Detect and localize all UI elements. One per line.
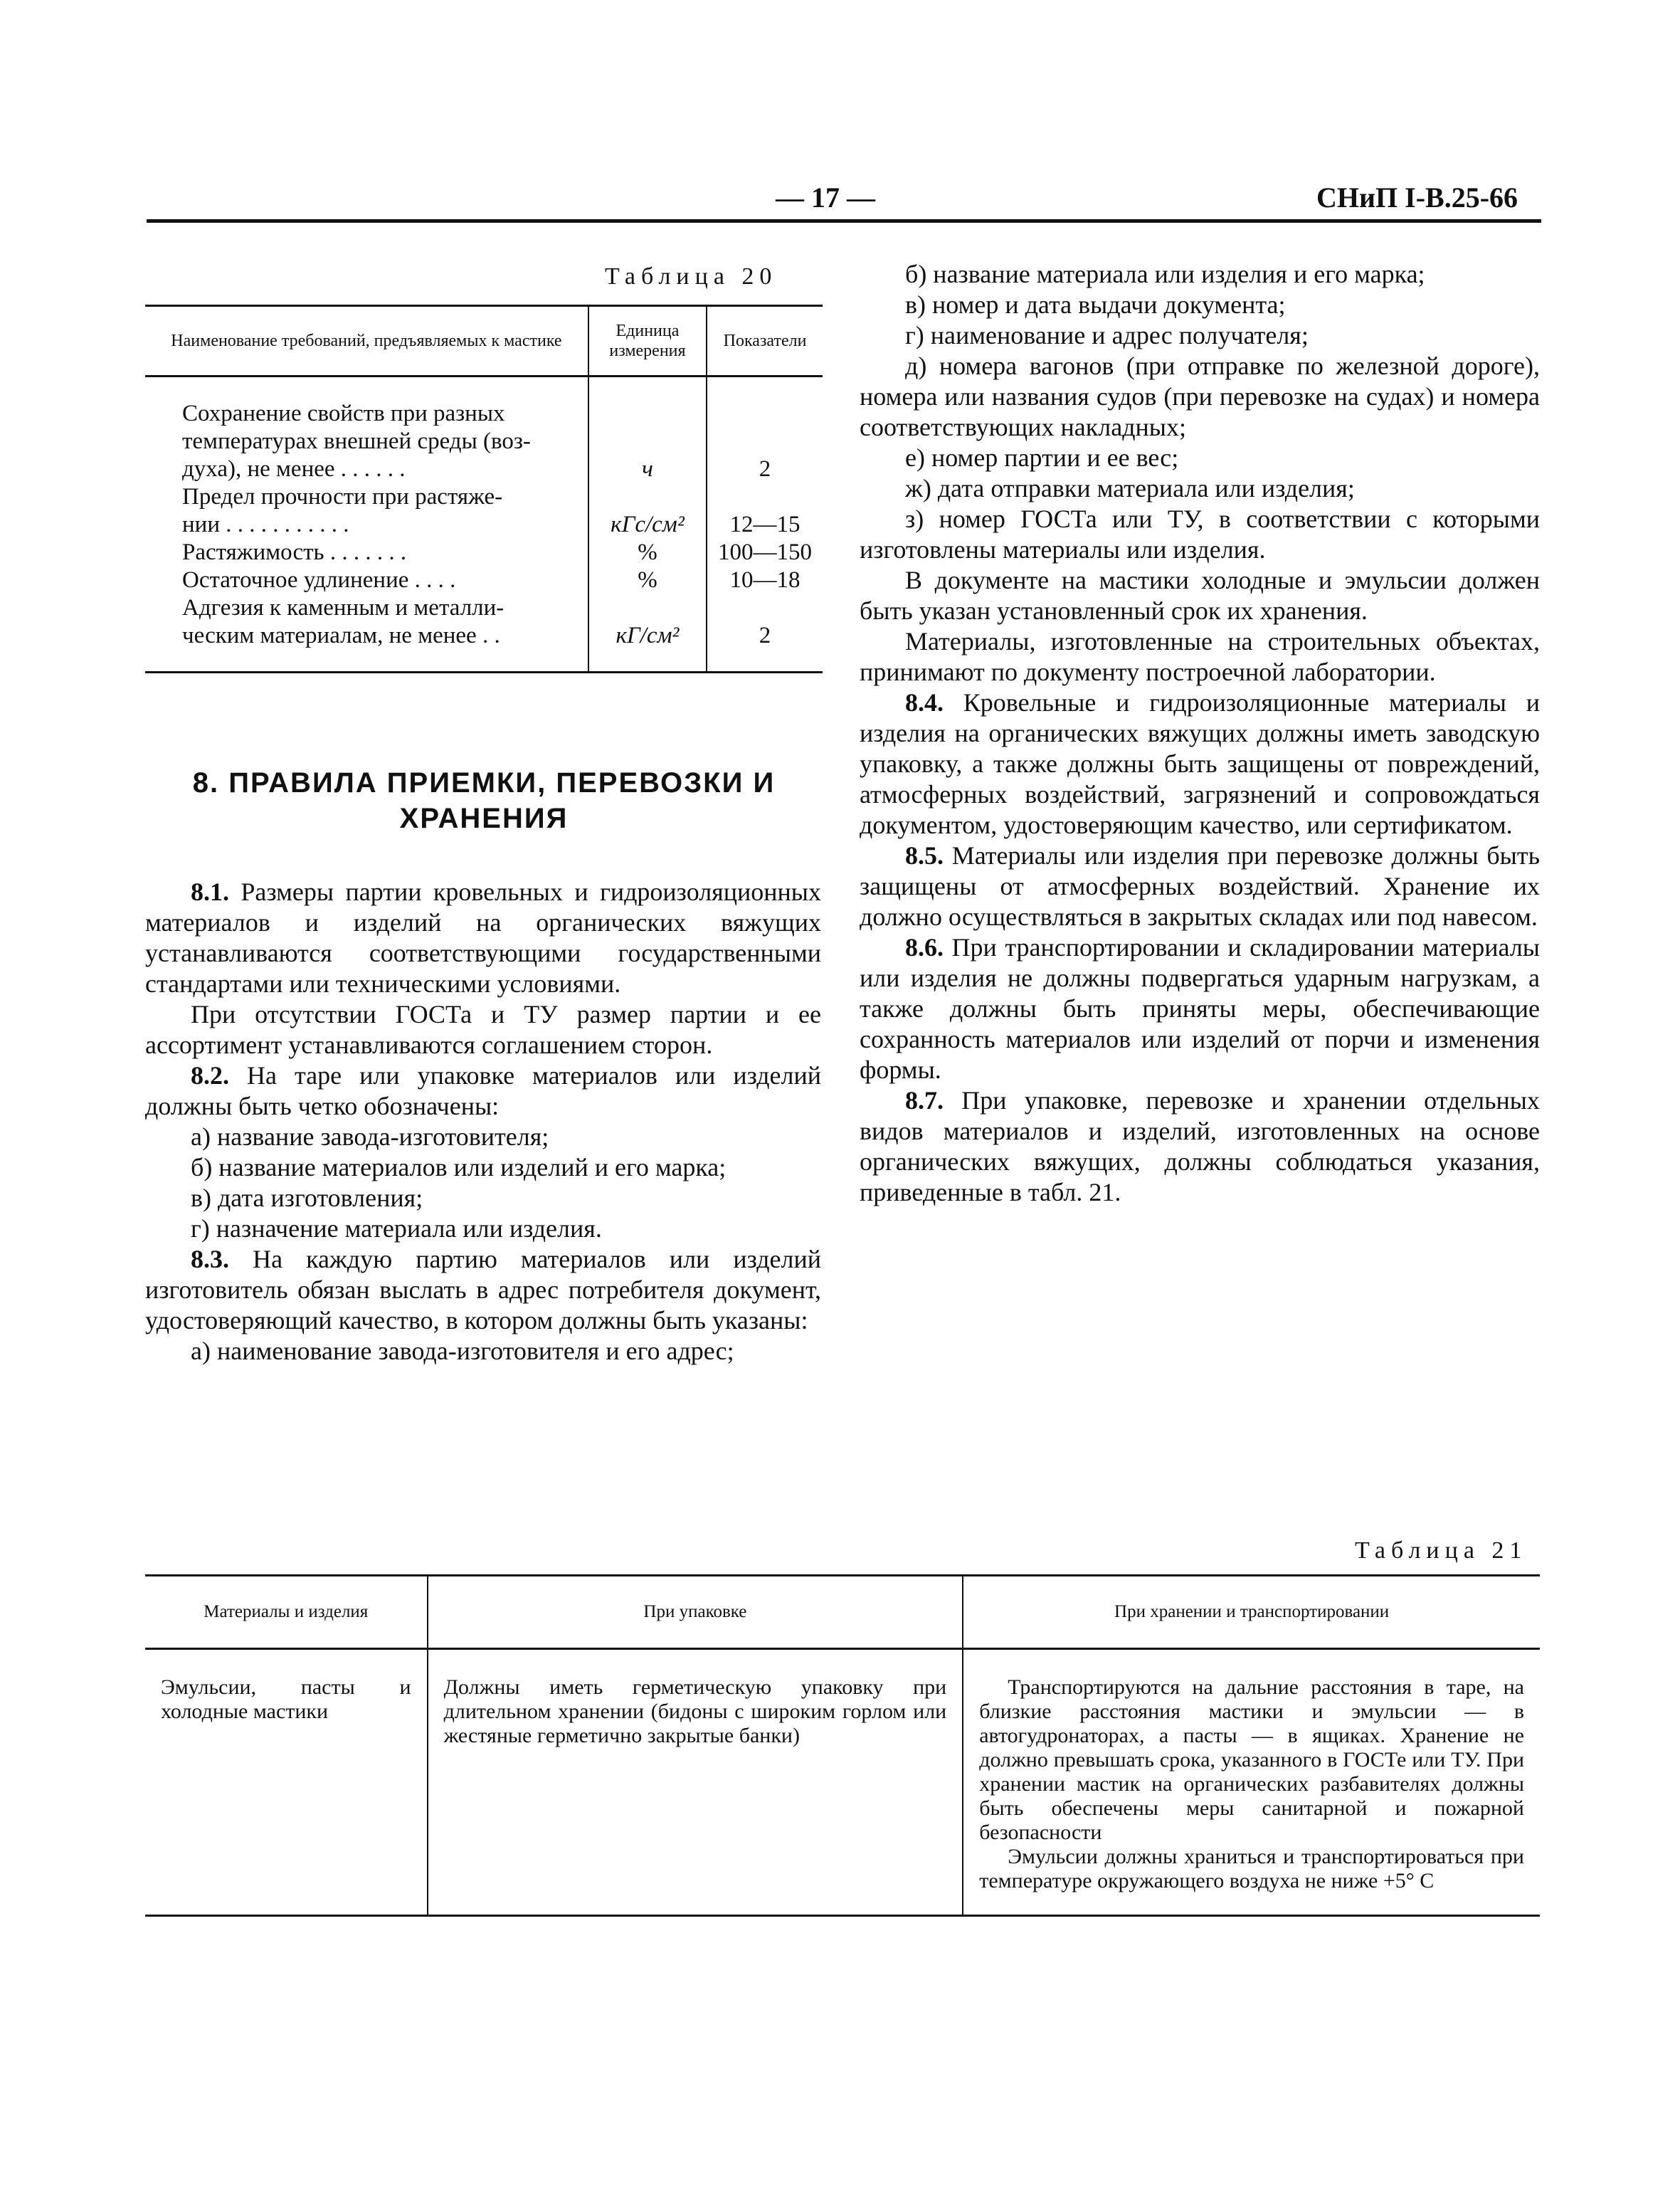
paragraph-text: Кровельные и гидроизоляционные материалы и изделия на органических вяжущих должны иметь заводскую упаковку, а также должны быть защищены от повреждений, атмосферных воздействий, загрязнений и сопровождаться документом, удостоверяющим качество, или сертификатом. <box>860 688 1540 839</box>
paragraph-text: Материалы, изготовленные на строительных объектах, принимают по документу построечной лаборатории. <box>860 627 1540 686</box>
paragraph-text: При транспортировании и складировании материалы или изделия не должны подвергаться ударным нагрузкам, а также должны быть приняты меры, обеспечивающие сохранность материалов или изделий от порчи и изменения формы. <box>860 933 1540 1084</box>
list-item <box>145 1152 821 1183</box>
value-cell: 2 <box>759 456 771 482</box>
paragraph <box>145 999 821 1060</box>
paragraph-text: Размеры партии кровельных и гидроизоляционных материалов и изделий на органических вяжущих устанавливаются соответствующими государственными стандартами или техническими условиями. <box>145 878 821 998</box>
paragraph-text: д) номера вагонов (при отправке по железной дороге), номера или названия судов (при перевозке на судах) и номера соответствующих накладных; <box>860 352 1540 441</box>
paragraph-text: При отсутствии ГОСТа и ТУ размер партии и ее ассортимент устанавливаются соглашением сторон. <box>145 1000 821 1059</box>
list-item <box>860 473 1540 504</box>
list-item <box>860 290 1540 320</box>
table20-header-requirement: Наименование требований, предъявляемых к мастике <box>145 306 588 377</box>
materials-cell: Эмульсии, пасты и холодные мастики <box>145 1649 428 1916</box>
clause-number: 8.7. <box>905 1086 944 1115</box>
value-cell: 10—18 <box>729 567 801 593</box>
storage-paragraph: Транспортируются на дальние расстояния в таре, на близкие расстояния мастики и эмульсии — в автогудронаторах, а пасты — в ящиках. Хранение не должно превышать срока, указанного в ГОСТе или ТУ. При хранении мастик на органических разбавителях должны быть обеспечены меры санитарной и пожарной безопасности <box>979 1675 1524 1844</box>
unit-cell: % <box>588 539 707 567</box>
packing-cell: Должны иметь герметическую упаковку при длительном хранении (бидоны с широким горлом или жестяные герметично закрытые банки) <box>428 1649 963 1916</box>
paragraph-text: ж) дата отправки материала или изделия; <box>905 474 1355 502</box>
table-row <box>145 483 823 539</box>
paragraph <box>145 1244 821 1336</box>
requirement-text: Остаточное удлинение . . . . <box>182 567 456 593</box>
table21-caption: Таблица 21 <box>1355 1537 1528 1564</box>
table21-header-packing: При упаковке <box>428 1576 963 1649</box>
clause-number: 8.3. <box>191 1245 229 1273</box>
table21-header-storage: При хранении и транспортировании <box>1114 1602 1390 1621</box>
table-row <box>145 400 823 483</box>
table21-header-materials: Материалы и изделия <box>145 1576 428 1649</box>
requirement-text: нии . . . . . . . . . . . <box>182 512 349 537</box>
requirement-text: температурах внешней среды (воз- <box>182 428 531 454</box>
list-item <box>145 1336 821 1367</box>
table20-header-value: Показатели <box>723 332 807 350</box>
paragraph-text: з) номер ГОСТа или ТУ, в соответствии с которыми изготовлены материалы или изделия. <box>860 505 1540 564</box>
table20-header-unit: Единица измерения <box>588 306 707 377</box>
unit-cell: % <box>588 567 707 594</box>
storage-paragraph: Эмульсии должны храниться и транспортироваться при температуре окружающего воздуха не ниже +5° С <box>979 1845 1524 1892</box>
list-item <box>145 1183 821 1213</box>
paragraph <box>860 626 1540 688</box>
paragraph-text: Материалы или изделия при перевозке должны быть защищены от атмосферных воздействий. Хранение их должно осуществляться в закрытых складах или под навесом. <box>860 841 1540 931</box>
document-code: СНиП I-В.25-66 <box>1316 181 1518 214</box>
list-item <box>860 259 1540 290</box>
list-item <box>860 351 1540 443</box>
paragraph-text: в) номер и дата выдачи документа; <box>905 290 1286 319</box>
clause-number: 8.2. <box>191 1061 229 1090</box>
paragraph-text: а) наименование завода-изготовителя и его адрес; <box>191 1337 734 1365</box>
requirement-text: Сохранение свойств при разных <box>182 401 505 426</box>
storage-cell <box>963 1649 1540 1916</box>
paragraph-text: При упаковке, перевозке и хранении отдельных видов материалов и изделий, изготовленных на основе органических вяжущих, должны соблюдаться указания, приведенные в табл. 21. <box>860 1086 1540 1206</box>
paragraph-text: б) название материала или изделия и его марка; <box>905 260 1425 288</box>
unit-cell: кГ/см² <box>588 594 707 673</box>
list-item <box>145 1122 821 1152</box>
paragraph <box>145 1060 821 1122</box>
value-cell: 100—150 <box>718 539 813 565</box>
requirement-text: Адгезия к каменным и металли- <box>182 595 504 621</box>
list-item <box>860 504 1540 565</box>
value-cell: 12—15 <box>729 512 801 537</box>
table21 <box>145 1574 1540 1917</box>
table-row <box>145 594 823 673</box>
requirement-text: ческим материалам, не менее . . <box>182 623 500 648</box>
clause-number: 8.4. <box>905 688 944 717</box>
paragraph-text: г) наименование и адрес получателя; <box>905 321 1309 349</box>
paragraph-text: В документе на мастики холодные и эмульсии должен быть указан установленный срок их хранения. <box>860 566 1540 625</box>
list-item <box>860 320 1540 351</box>
paragraph <box>860 841 1540 932</box>
requirement-text: духа), не менее . . . . . . <box>182 456 406 482</box>
requirement-text: Растяжимость . . . . . . . <box>182 539 407 565</box>
clause-number: 8.1. <box>191 878 229 906</box>
left-column <box>145 877 821 1367</box>
paragraph-text: е) номер партии и ее вес; <box>905 443 1179 472</box>
paragraph-text: На каждую партию материалов или изделий изготовитель обязан выслать в адрес потребителя документ, удостоверяющий качество, в котором должны быть указаны: <box>145 1245 821 1334</box>
paragraph <box>145 877 821 999</box>
right-column <box>860 259 1540 1208</box>
header-rule <box>147 219 1541 223</box>
unit-cell: кГс/см² <box>588 483 707 539</box>
list-item <box>860 443 1540 473</box>
table-row <box>145 567 823 594</box>
clause-number: 8.5. <box>905 841 944 870</box>
requirement-text: Предел прочности при растяже- <box>182 484 503 510</box>
paragraph-text: а) название завода-изготовителя; <box>191 1122 549 1151</box>
value-cell: 2 <box>759 623 771 648</box>
section-title: 8. ПРАВИЛА ПРИЕМКИ, ПЕРЕВОЗКИ И ХРАНЕНИЯ <box>192 767 776 834</box>
paragraph-text: б) название материалов или изделий и его марка; <box>191 1153 727 1181</box>
table-row <box>145 1649 1540 1916</box>
unit-cell: ч <box>588 400 707 483</box>
table20 <box>145 305 823 673</box>
paragraph-text: в) дата изготовления; <box>191 1184 423 1212</box>
table-row <box>145 539 823 567</box>
paragraph-text: г) назначение материала или изделия. <box>191 1214 602 1243</box>
clause-number: 8.6. <box>905 933 944 962</box>
paragraph <box>860 565 1540 626</box>
paragraph <box>860 688 1540 841</box>
paragraph <box>860 932 1540 1085</box>
list-item <box>145 1213 821 1244</box>
table20-caption: Таблица 20 <box>605 263 778 290</box>
paragraph <box>860 1085 1540 1208</box>
paragraph-text: На таре или упаковке материалов или изделий должны быть четко обозначены: <box>145 1061 821 1120</box>
page-number: — 17 — <box>776 181 875 214</box>
